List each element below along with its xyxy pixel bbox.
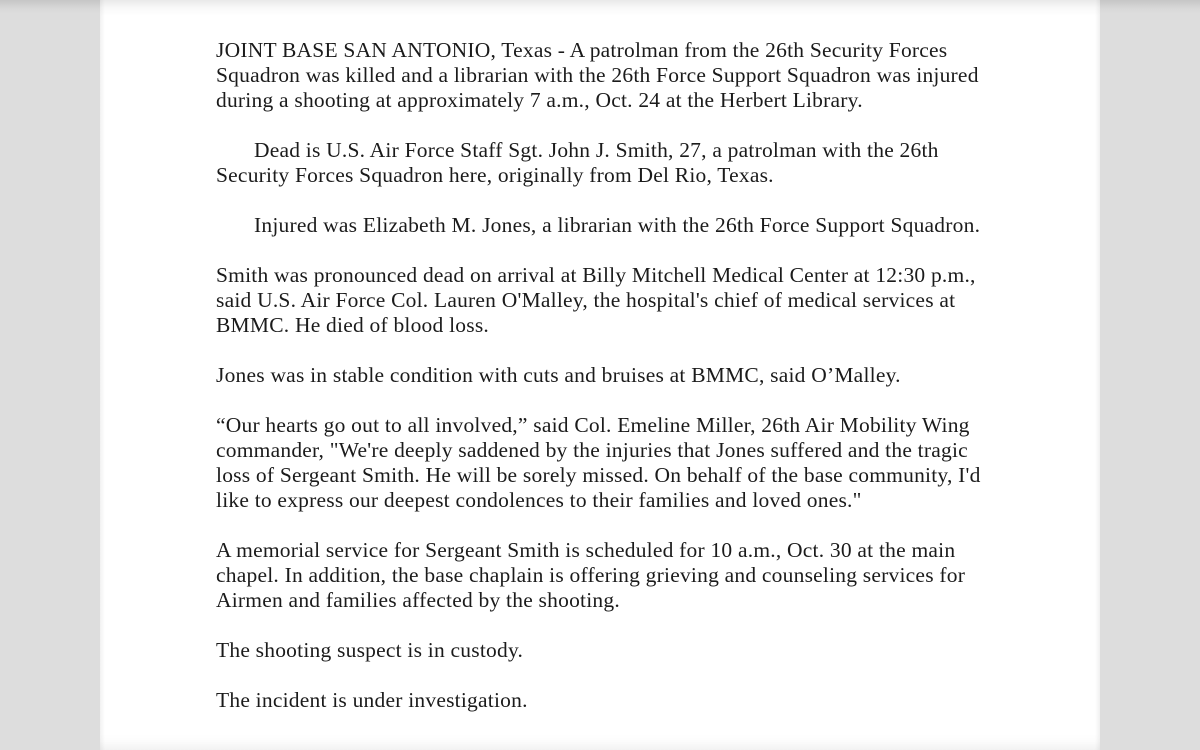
left-gutter-shade bbox=[0, 0, 100, 14]
paragraph-dateline: JOINT BASE SAN ANTONIO, Texas - A patrolman from the 26th Security Forces Squadron was killed and a librarian with the 26th Force Support Squadron was injured during a shooting at approximately 7 a.m., Oct. 24 at the Herbert Library. bbox=[216, 38, 979, 112]
paragraph-memorial-service: A memorial service for Sergeant Smith is scheduled for 10 a.m., Oct. 30 at the main chapel. In addition, the base chaplain is offering grieving and counseling services for Airmen and families affected by the shooting. bbox=[216, 538, 966, 612]
page-top-shadow bbox=[100, 0, 1100, 16]
paragraph-injured: Injured was Elizabeth M. Jones, a librarian with the 26th Force Support Squadron. bbox=[254, 213, 981, 237]
paragraph-deceased: Dead is U.S. Air Force Staff Sgt. John J. Smith, 27, a patrolman with the 26th Security Forces Squadron here, originally from Del Rio, Texas. bbox=[216, 138, 939, 187]
paragraph-commander-quote: “Our hearts go out to all involved,” said Col. Emeline Miller, 26th Air Mobility Wing commander, "We're deeply saddened by the injuries that Jones suffered and the tragic loss of Sergeant Smith. He will be sorely missed. On behalf of the base community, I'd like to express our deepest condolences to their families and loved ones." bbox=[216, 413, 981, 512]
page-bottom-shadow bbox=[100, 734, 1100, 750]
paragraph-suspect-custody: The shooting suspect is in custody. bbox=[216, 638, 524, 662]
paragraph-pronounced-dead: Smith was pronounced dead on arrival at Billy Mitchell Medical Center at 12:30 p.m., said U.S. Air Force Col. Lauren O'Malley, the hospital's chief of medical services at BMMC. He died of blood loss. bbox=[216, 263, 976, 337]
paragraph-jones-condition: Jones was in stable condition with cuts and bruises at BMMC, said O’Malley. bbox=[216, 363, 901, 387]
page-right-edge-shadow bbox=[1095, 0, 1100, 750]
document-page bbox=[100, 0, 1100, 750]
page-left-edge-shadow bbox=[100, 0, 105, 750]
paragraph-investigation: The incident is under investigation. bbox=[216, 688, 528, 712]
right-gutter-shade bbox=[1100, 0, 1200, 14]
document-body bbox=[216, 38, 1006, 713]
